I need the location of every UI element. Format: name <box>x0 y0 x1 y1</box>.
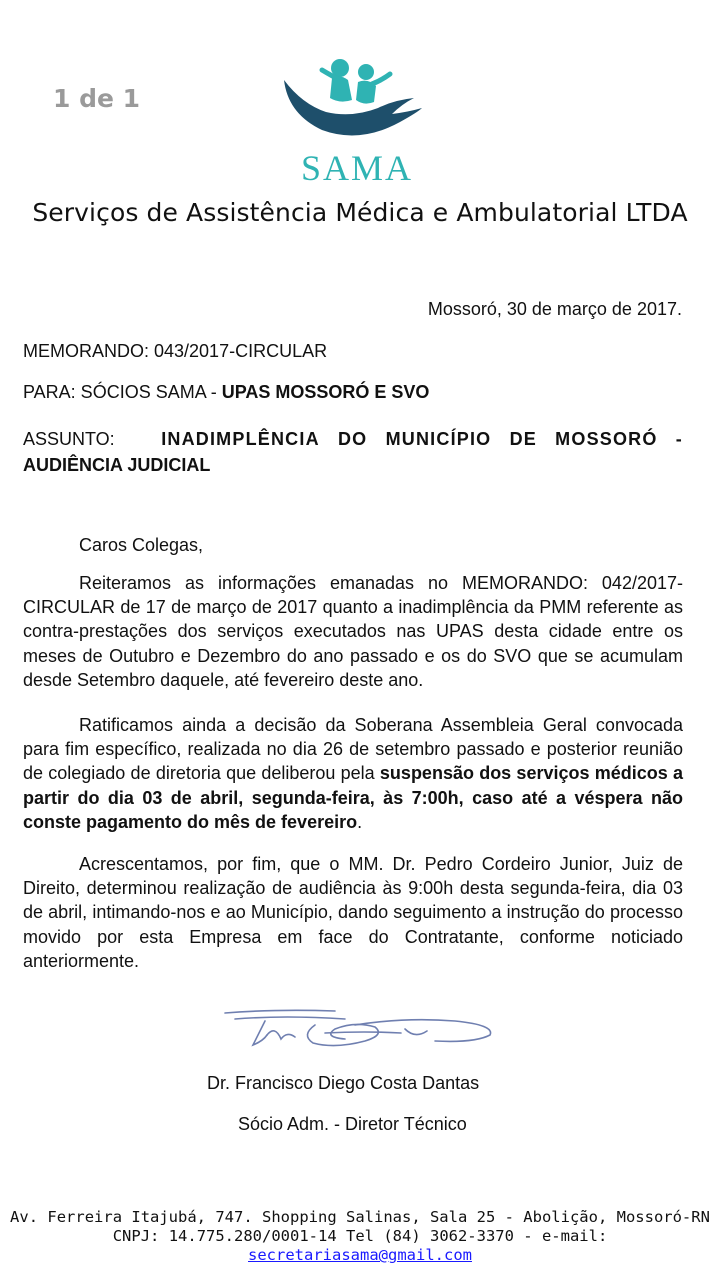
subject-word: INADIMPLÊNCIA <box>161 429 320 449</box>
recipients-line <box>23 382 429 403</box>
subject-word: DO <box>337 429 368 449</box>
footer <box>0 1208 720 1265</box>
subject-word: MUNICÍPIO <box>385 429 492 449</box>
paragraph-2-normal: Ratificamos ainda a decisão da Soberana Assembleia Geral convocada para fim específico, realizada no dia 26 de setembro passado e posterior reunião de colegiado de diretoria que deliberou pela <box>23 715 683 784</box>
sama-logo <box>282 52 432 187</box>
subject-word: MOSSORÓ <box>555 429 658 449</box>
salutation: Caros Colegas, <box>79 535 204 555</box>
signer-role: Sócio Adm. - Diretor Técnico <box>238 1114 467 1134</box>
subject-block <box>23 426 683 478</box>
page-counter: 1 de 1 <box>53 84 141 113</box>
paragraph-2-bold: suspensão dos serviços médicos a partir do dia 03 de abril, segunda-feira, às 7:00h, caso até a véspera não conste pagamento do mês de fevereiro <box>23 763 683 832</box>
recipients-label: PARA: SÓCIOS SAMA - <box>23 382 222 402</box>
company-name: Serviços de Assistência Médica e Ambulatorial LTDA <box>32 198 688 227</box>
paragraph-2-end: . <box>357 811 363 832</box>
memo-number: MEMORANDO: 043/2017-CIRCULAR <box>23 341 328 361</box>
date-line: Mossoró, 30 de março de 2017. <box>427 299 682 319</box>
handwritten-signature <box>205 995 505 1063</box>
subject-word: DE <box>509 429 537 449</box>
paragraph-2 <box>23 713 683 834</box>
footer-email-link[interactable]: secretariasama@gmail.com <box>248 1246 472 1264</box>
footer-contact-text: CNPJ: 14.775.280/0001-14 Tel (84) 3062-3370 - e-mail: <box>112 1227 608 1245</box>
footer-contact <box>0 1227 720 1265</box>
logo-text: SAMA <box>300 148 414 187</box>
recipients-value: UPAS MOSSORÓ E SVO <box>221 382 430 402</box>
subject-label: ASSUNTO: <box>23 429 115 449</box>
footer-address: Av. Ferreira Itajubá, 747. Shopping Salinas, Sala 25 - Abolição, Mossoró-RN <box>10 1208 710 1226</box>
signer-name: Dr. Francisco Diego Costa Dantas <box>207 1073 480 1093</box>
paragraph-1: Reiteramos as informações emanadas no MEMORANDO: 042/2017-CIRCULAR de 17 de março de 2017 quanto a inadimplência da PMM referente as contra-prestações dos serviços executados nas UPAS desta cidade entre os meses de Outubro e Dezembro do ano passado e os do SVO que se acumulam desde Setembro daquele, até fevereiro deste ano. <box>23 573 683 690</box>
paragraph-3: Acrescentamos, por fim, que o MM. Dr. Pedro Cordeiro Junior, Juiz de Direito, determinou realização de audiência às 9:00h desta segunda-feira, dia 03 de abril, intimando-nos e ao Município, dando seguimento a instrução do processo movido por esta Empresa em face do Contratante, conforme noticiado anteriormente. <box>23 854 683 971</box>
subject-line2: AUDIÊNCIA JUDICIAL <box>23 455 211 475</box>
subject-word: - <box>675 429 683 449</box>
